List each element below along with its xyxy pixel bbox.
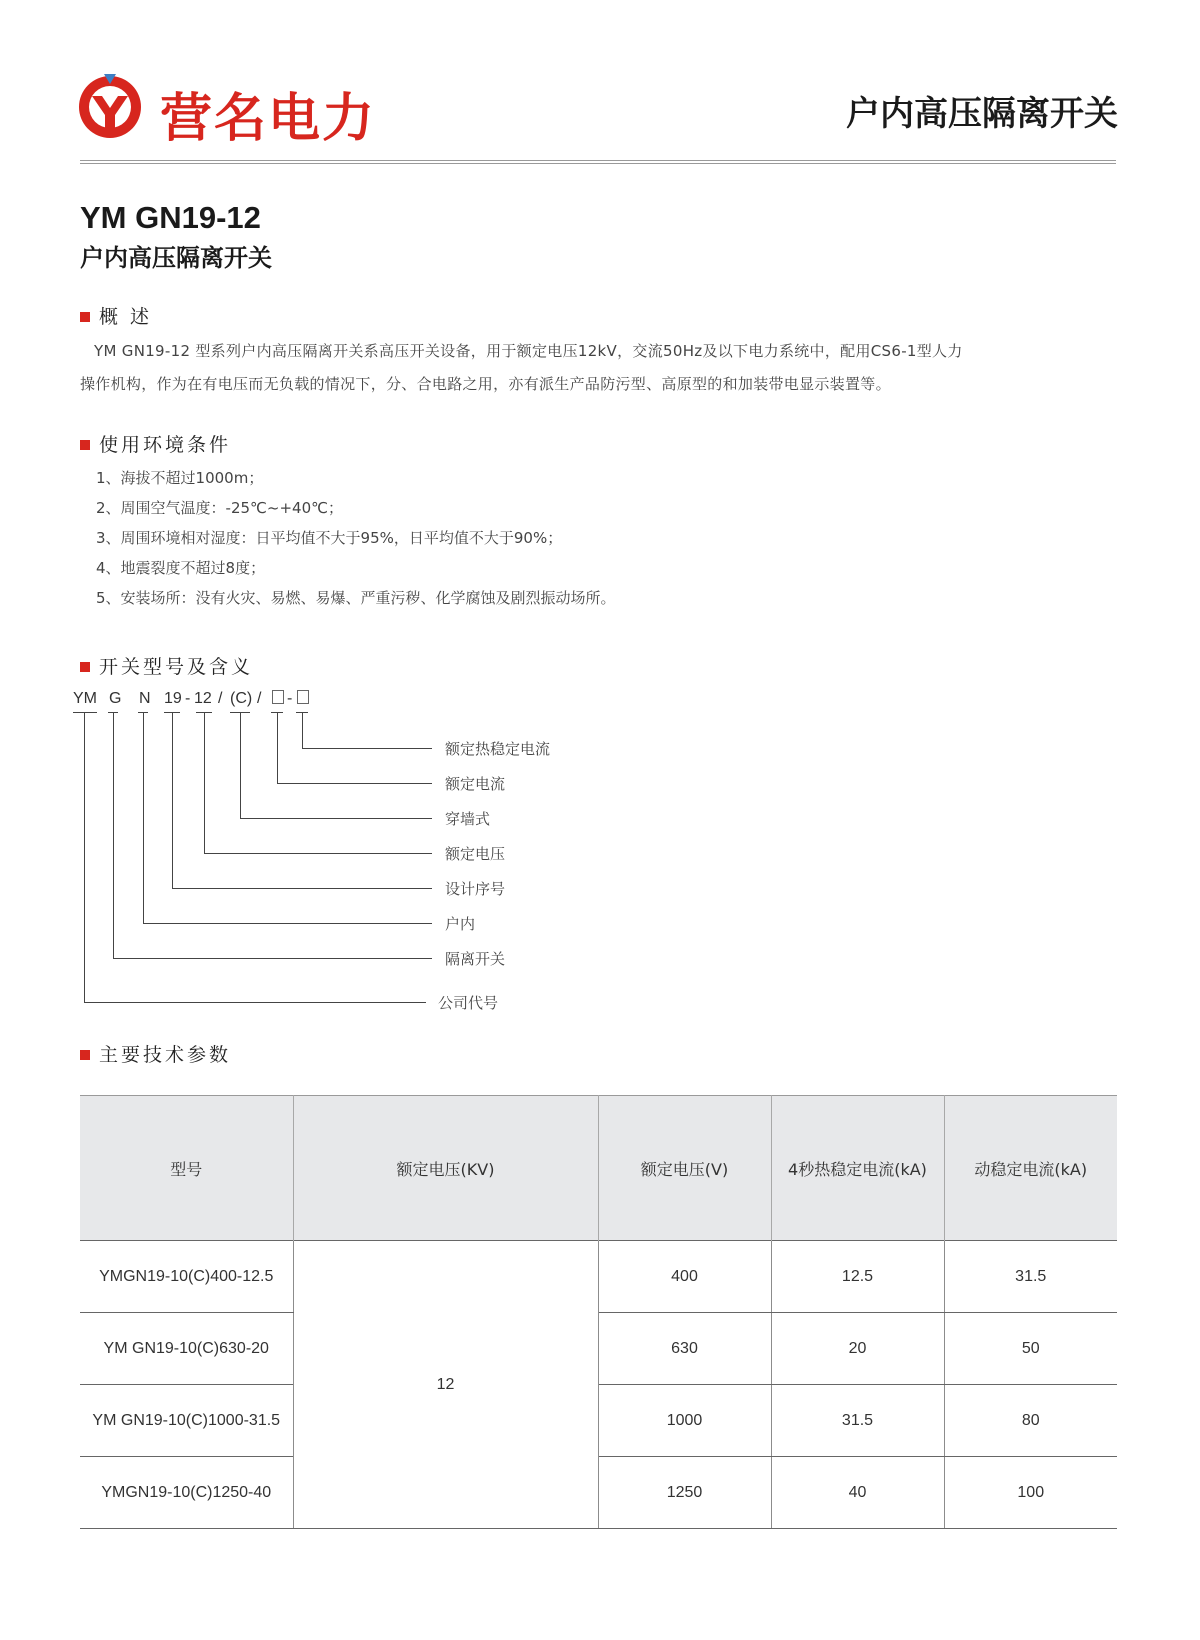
- leader-line: [277, 712, 278, 783]
- table-row: [80, 1385, 1117, 1457]
- shared-voltage-cell: 12: [293, 1241, 598, 1529]
- code-part-dash: -: [287, 690, 293, 707]
- placeholder-box-icon: [297, 690, 309, 704]
- bullet-square-icon: [80, 312, 90, 322]
- placeholder-box-icon: [272, 690, 284, 704]
- column-header: 额定电压(V): [598, 1096, 771, 1241]
- model-cell: YMGN19-10(C)400-12.5: [80, 1241, 293, 1313]
- designation-label: 额定热稳定电流: [445, 740, 551, 758]
- header-divider: [80, 163, 1116, 164]
- section-heading-parameters: [80, 1040, 231, 1067]
- dynamic-current-cell: 80: [944, 1385, 1117, 1457]
- leader-line: [143, 712, 144, 923]
- overview-line: 操作机构，作为在有电压而无负载的情况下，分、合电路之用，亦有派生产品防污型、高原型的和加装带电显示装置等。: [80, 375, 891, 393]
- voltage-cell: 630: [598, 1313, 771, 1385]
- column-header: 4秒热稳定电流(kA): [771, 1096, 944, 1241]
- voltage-cell: 1250: [598, 1457, 771, 1529]
- leader-line: [240, 818, 432, 819]
- leader-line: [143, 923, 432, 924]
- leader-line: [113, 958, 432, 959]
- table-row: [80, 1313, 1117, 1385]
- environment-item: 5、安装场所：没有火灾、易燃、易爆、严重污秽、化学腐蚀及剧烈振动场所。: [96, 589, 616, 607]
- bullet-square-icon: [80, 662, 90, 672]
- designation-label: 公司代号: [438, 994, 499, 1012]
- environment-item: 4、地震裂度不超过8度；: [96, 559, 266, 577]
- column-header: 额定电压(KV): [293, 1096, 598, 1241]
- code-part-n: N: [139, 690, 151, 707]
- leader-line: [277, 783, 432, 784]
- code-part-current-box: [272, 690, 284, 708]
- thermal-current-cell: 31.5: [771, 1385, 944, 1457]
- code-part-company: YM: [73, 690, 97, 707]
- leader-line: [172, 888, 432, 889]
- overview-paragraph: [80, 335, 1120, 401]
- overview-heading: 概 述: [99, 306, 153, 328]
- leader-line: [302, 748, 432, 749]
- model-cell: YM GN19-10(C)1000-31.5: [80, 1385, 293, 1457]
- bullet-square-icon: [80, 440, 90, 450]
- bullet-square-icon: [80, 1050, 90, 1060]
- dynamic-current-cell: 50: [944, 1313, 1117, 1385]
- leader-line: [172, 712, 173, 888]
- designation-label: 穿墙式: [445, 810, 491, 828]
- code-part-slash: /: [257, 690, 262, 707]
- code-part-g: G: [109, 690, 122, 707]
- designation-label: 额定电流: [445, 775, 506, 793]
- thermal-current-cell: 40: [771, 1457, 944, 1529]
- overview-line: YM GN19-12 型系列户内高压隔离开关系高压开关设备，用于额定电压12kV，交流50Hz及以下电力系统中，配用CS6-1型人力: [94, 342, 963, 360]
- designation-label: 额定电压: [445, 845, 506, 863]
- environment-heading: 使用环境条件: [99, 434, 232, 456]
- code-part-wall-type: (C): [230, 690, 253, 707]
- environment-item: 1、海拔不超过1000m；: [96, 469, 264, 487]
- code-part-voltage: 12: [194, 690, 212, 707]
- leader-line: [204, 712, 205, 853]
- model-cell: YMGN19-10(C)1250-40: [80, 1457, 293, 1529]
- parameters-table: [80, 1095, 1117, 1529]
- dynamic-current-cell: 100: [944, 1457, 1117, 1529]
- designation-label: 户内: [445, 915, 476, 933]
- section-heading-designation: [80, 652, 253, 679]
- leader-line: [113, 712, 114, 958]
- leader-line: [84, 712, 85, 1002]
- brand-logo-icon: [76, 72, 144, 142]
- table-header-row: [80, 1096, 1117, 1241]
- environment-item: 3、周围环境相对湿度：日平均值不大于95%，日平均值不大于90%；: [96, 529, 563, 547]
- table-row: [80, 1241, 1117, 1313]
- header-title: 户内高压隔离开关: [846, 94, 1118, 134]
- voltage-cell: 400: [598, 1241, 771, 1313]
- dynamic-current-cell: 31.5: [944, 1241, 1117, 1313]
- model-cell: YM GN19-10(C)630-20: [80, 1313, 293, 1385]
- code-part-slash: /: [218, 690, 223, 707]
- column-header: 动稳定电流(kA): [944, 1096, 1117, 1241]
- header-divider: [80, 160, 1116, 161]
- section-heading-environment: [80, 430, 231, 457]
- environment-item: 2、周围空气温度：-25℃~+40℃；: [96, 499, 343, 517]
- product-model: YM GN19-12: [80, 200, 261, 235]
- leader-line: [240, 712, 241, 818]
- parameters-heading: 主要技术参数: [99, 1044, 232, 1066]
- designation-label: 设计序号: [445, 880, 506, 898]
- thermal-current-cell: 20: [771, 1313, 944, 1385]
- leader-line: [302, 712, 303, 748]
- column-header: 型号: [80, 1096, 293, 1241]
- product-subtitle: 户内高压隔离开关: [80, 244, 272, 272]
- leader-line: [204, 853, 432, 854]
- leader-line: [84, 1002, 426, 1003]
- code-part-series: 19: [164, 690, 182, 707]
- code-part-dash: -: [185, 690, 191, 707]
- table-row: [80, 1457, 1117, 1529]
- thermal-current-cell: 12.5: [771, 1241, 944, 1313]
- code-underline: [73, 712, 97, 713]
- code-part-thermal-box: [297, 690, 309, 708]
- voltage-cell: 1000: [598, 1385, 771, 1457]
- section-heading-overview: [80, 302, 152, 329]
- designation-heading: 开关型号及含义: [99, 656, 254, 678]
- brand-name: 营名电力: [160, 88, 377, 149]
- designation-label: 隔离开关: [445, 950, 506, 968]
